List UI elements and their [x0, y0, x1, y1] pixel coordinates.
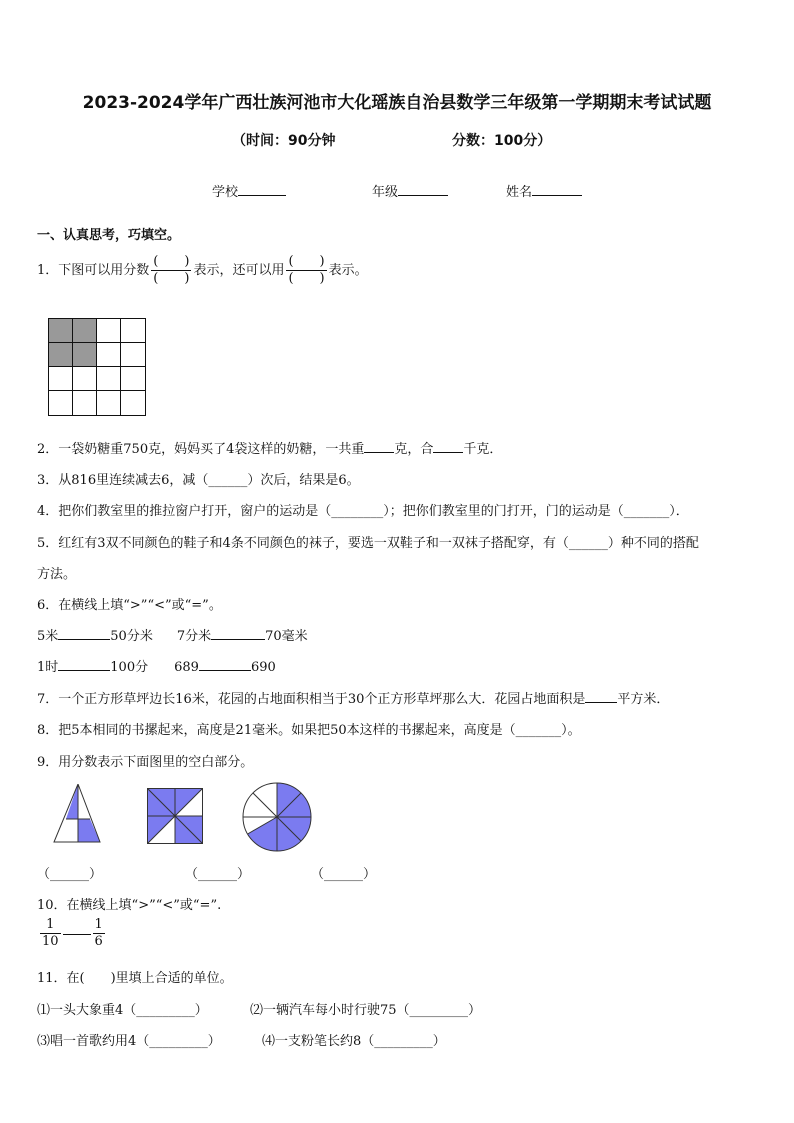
score-label: 分数：100分） [452, 133, 552, 149]
question-11-item-3: ⑶唱一首歌约用4（_________） [37, 1034, 221, 1049]
fraction-1-10: $\frac{1}{10}$ [42, 917, 59, 949]
question-11-item-1: ⑴一头大象重4（_________） [37, 1003, 208, 1018]
question-11-item-4: ⑷一支粉笔长约8（_________） [262, 1034, 446, 1049]
question-3: 3．从816里连续减去6，减（______）次后，结果是6。 [37, 473, 360, 488]
question-4: 4．把你们教室里的推拉窗户打开，窗户的运动是（________）；把你们教室里的门打开，门的运动是（_______）． [37, 504, 689, 519]
time-label: （时间：90分钟 [232, 133, 336, 149]
question-7: 7．一个正方形草坪边长16米，花园的占地面积相当于30个正方形草坪那么大．花园占地面积是 平方米． [37, 692, 670, 707]
question-10: 10．在横线上填“>”“<”或“=”. [37, 898, 222, 913]
question-8: 8．把5本相同的书摞起来，高度是21毫米。如果把50本这样的书摞起来，高度是（_______）。 [37, 723, 581, 738]
triangle-figure [52, 784, 104, 844]
question-11: 11．在( )里填上合适的单位。 [37, 971, 233, 986]
question-2: 2．一袋奶糖重750克，妈妈买了4袋这样的奶糖，一共重 克，合 千克． [37, 442, 503, 457]
name-field[interactable]: 姓名 [506, 181, 582, 200]
question-5: 5．红红有3双不同颜色的鞋子和4条不同颜色的袜子，要选一双鞋子和一双袜子搭配穿，有（______）种不同的搭配 [37, 536, 699, 551]
fraction-blank-2[interactable]: $\frac{( )}{( )}$ [288, 254, 325, 286]
question-10-comparison [38, 917, 107, 950]
fraction-blank-1[interactable]: $\frac{( )}{( )}$ [153, 254, 190, 286]
grade-field[interactable]: 年级 [372, 181, 448, 200]
answer-blank-triangle[interactable]: （______） [37, 867, 103, 882]
circle-figure [242, 782, 312, 852]
grid-figure [48, 318, 146, 416]
question-11-item-2: ⑵一辆汽车每小时行驶75（_________） [250, 1003, 482, 1018]
answer-blank-square[interactable]: （______） [185, 867, 251, 882]
question-5-continued: 方法。 [37, 567, 77, 582]
square-figure [147, 788, 203, 844]
answer-blank-circle[interactable]: （______） [311, 867, 377, 882]
question-6-row-2: 1时 100分 689 690 [37, 660, 276, 675]
page-title: 2023-2024学年广西壮族河池市大化瑶族自治县数学三年级第一学期期末考试试题 [82, 93, 712, 113]
question-1: 1．下图可以用分数 $\frac{( )}{( )}$ 表示，还可以用 $\frac{( )}{( )}$ 表示。 [37, 254, 368, 286]
school-field[interactable]: 学校 [212, 181, 286, 200]
question-6: 6．在横线上填“>”“<”或“=”。 [37, 598, 222, 613]
question-9: 9．用分数表示下面图里的空白部分。 [37, 755, 254, 770]
question-6-row-1: 5米 50分米 7分米 70毫米 [37, 629, 308, 644]
fraction-1-6: $\frac{1}{6}$ [94, 917, 103, 949]
section-heading: 一、认真思考，巧填空。 [37, 228, 181, 243]
